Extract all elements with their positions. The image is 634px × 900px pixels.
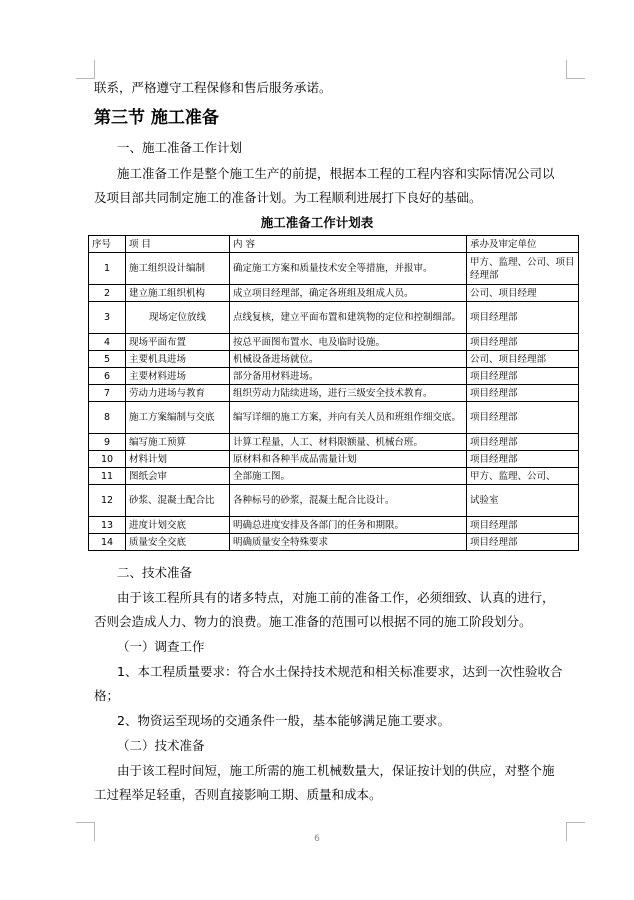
row-content: 机械设备进场就位。 bbox=[230, 351, 467, 368]
row-unit: 项目经理部 bbox=[467, 451, 579, 468]
row-seq: 4 bbox=[89, 334, 126, 351]
row-seq: 8 bbox=[89, 402, 126, 434]
row-unit: 项目经理部 bbox=[467, 434, 579, 451]
row-unit: 项目经理部 bbox=[467, 368, 579, 385]
table-row bbox=[89, 302, 579, 334]
header-content: 内 容 bbox=[230, 236, 467, 253]
row-seq: 7 bbox=[89, 385, 126, 402]
table-row bbox=[89, 402, 579, 434]
preparation-plan-table bbox=[88, 235, 579, 551]
table-row bbox=[89, 468, 579, 485]
row-content: 部分备用材料进场。 bbox=[230, 368, 467, 385]
header-seq: 序号 bbox=[89, 236, 126, 253]
paragraph-line: 施工准备工作是整个施工生产的前提，根据本工程的工程内容和实际情况公司以 bbox=[117, 166, 555, 181]
row-unit: 项目经理部 bbox=[467, 534, 579, 551]
row-unit: 甲方、监理、公司、 bbox=[467, 468, 579, 485]
row-unit: 公司、项目经理 bbox=[467, 285, 579, 302]
row-item: 图纸会审 bbox=[126, 468, 230, 485]
table-row bbox=[89, 434, 579, 451]
subheading-technical: （二）技术准备 bbox=[117, 738, 205, 753]
subheading-tech: 二、技术准备 bbox=[117, 565, 193, 580]
row-content: 编写详细的施工方案，并向有关人员和班组作细交底。 bbox=[230, 402, 467, 434]
row-content: 组织劳动力陆续进场，进行三级安全技术教育。 bbox=[230, 385, 467, 402]
row-unit: 项目经理部 bbox=[467, 334, 579, 351]
section-title: 第三节 施工准备 bbox=[94, 108, 219, 128]
row-content: 成立项目经理部，确定各班组及组成人员。 bbox=[230, 285, 467, 302]
row-item: 编写施工预算 bbox=[126, 434, 230, 451]
table-row bbox=[89, 368, 579, 385]
paragraph-line: 1、本工程质量要求：符合水土保持技术规范和相关标准要求，达到一次性验收合 bbox=[117, 664, 563, 679]
row-seq: 13 bbox=[89, 517, 126, 534]
row-seq: 11 bbox=[89, 468, 126, 485]
table-row bbox=[89, 253, 579, 285]
row-item: 建立施工组织机构 bbox=[126, 285, 230, 302]
row-content: 确定施工方案和质量技术安全等措施，并报审。 bbox=[230, 253, 467, 285]
row-unit: 试验室 bbox=[467, 485, 579, 517]
row-item: 劳动力进场与教育 bbox=[126, 385, 230, 402]
row-content: 各种标号的砂浆，混凝土配合比设计。 bbox=[230, 485, 467, 517]
table-title: 施工准备工作计划表 bbox=[260, 215, 374, 230]
margin-mark-top-right bbox=[566, 60, 585, 79]
row-content: 明确质量安全特殊要求 bbox=[230, 534, 467, 551]
row-content: 计算工程量，人工、材料限额量、机械台班。 bbox=[230, 434, 467, 451]
page-number: 6 bbox=[314, 834, 320, 844]
table-row bbox=[89, 351, 579, 368]
paragraph-line: 及项目部共同制定施工的准备计划。为工程顺利进展打下良好的基础。 bbox=[94, 190, 482, 205]
paragraph-line: 否则会造成人力、物力的浪费。施工准备的范围可以根据不同的施工阶段划分。 bbox=[94, 614, 532, 629]
row-unit: 公司、项目经理部 bbox=[467, 351, 579, 368]
table-row bbox=[89, 485, 579, 517]
row-item: 现场平面布置 bbox=[126, 334, 230, 351]
table-row bbox=[89, 385, 579, 402]
row-unit: 甲方、监理、公司、项目经理部 bbox=[467, 253, 579, 285]
margin-mark-top-left bbox=[76, 60, 95, 79]
subheading-plan: 一、施工准备工作计划 bbox=[117, 140, 243, 155]
row-item: 施工方案编制与交底 bbox=[126, 402, 230, 434]
row-item: 砂浆、混凝土配合比 bbox=[126, 485, 230, 517]
row-seq: 9 bbox=[89, 434, 126, 451]
row-item: 施工组织设计编制 bbox=[126, 253, 230, 285]
row-item: 主要机具进场 bbox=[126, 351, 230, 368]
subheading-survey: （一）调查工作 bbox=[117, 639, 205, 654]
row-unit: 项目经理部 bbox=[467, 402, 579, 434]
paragraph-line: 2、物资运至现场的交通条件一般，基本能够满足施工要求。 bbox=[117, 713, 450, 728]
row-item: 现场定位放线 bbox=[126, 302, 230, 334]
paragraph-line: 由于该工程时间短，施工所需的施工机械数量大，保证按计划的供应，对整个施 bbox=[117, 763, 555, 778]
paragraph-line: 工过程举足轻重，否则直接影响工期、质量和成本。 bbox=[94, 787, 382, 802]
row-unit: 项目经理部 bbox=[467, 385, 579, 402]
row-seq: 12 bbox=[89, 485, 126, 517]
row-seq: 2 bbox=[89, 285, 126, 302]
row-unit: 项目经理部 bbox=[467, 517, 579, 534]
row-content: 明确总进度安排及各部门的任务和期限。 bbox=[230, 517, 467, 534]
row-seq: 5 bbox=[89, 351, 126, 368]
row-unit: 项目经理部 bbox=[467, 302, 579, 334]
header-unit: 承办及审定单位 bbox=[467, 236, 579, 253]
table-row bbox=[89, 534, 579, 551]
header-item: 项 目 bbox=[126, 236, 230, 253]
row-item: 主要材料进场 bbox=[126, 368, 230, 385]
row-item: 材料计划 bbox=[126, 451, 230, 468]
row-item: 质量安全交底 bbox=[126, 534, 230, 551]
table-row bbox=[89, 285, 579, 302]
row-seq: 10 bbox=[89, 451, 126, 468]
row-seq: 6 bbox=[89, 368, 126, 385]
table-row bbox=[89, 334, 579, 351]
row-item: 进度计划交底 bbox=[126, 517, 230, 534]
table-header-row bbox=[89, 236, 579, 253]
row-content: 按总平面图布置水、电及临时设施。 bbox=[230, 334, 467, 351]
paragraph-line: 由于该工程所具有的诸多特点，对施工前的准备工作，必须细致、认真的进行， bbox=[117, 590, 555, 605]
row-seq: 14 bbox=[89, 534, 126, 551]
table-row bbox=[89, 517, 579, 534]
table-row bbox=[89, 451, 579, 468]
intro-line: 联系，严格遵守工程保修和售后服务承诺。 bbox=[94, 80, 332, 95]
row-seq: 1 bbox=[89, 253, 126, 285]
row-content: 原材料和各种半成品需量计划 bbox=[230, 451, 467, 468]
row-content: 点线复核，建立平面布置和建筑物的定位和控制细部。 bbox=[230, 302, 467, 334]
row-content: 全部施工图。 bbox=[230, 468, 467, 485]
paragraph-line: 格； bbox=[94, 688, 120, 703]
row-seq: 3 bbox=[89, 302, 126, 334]
